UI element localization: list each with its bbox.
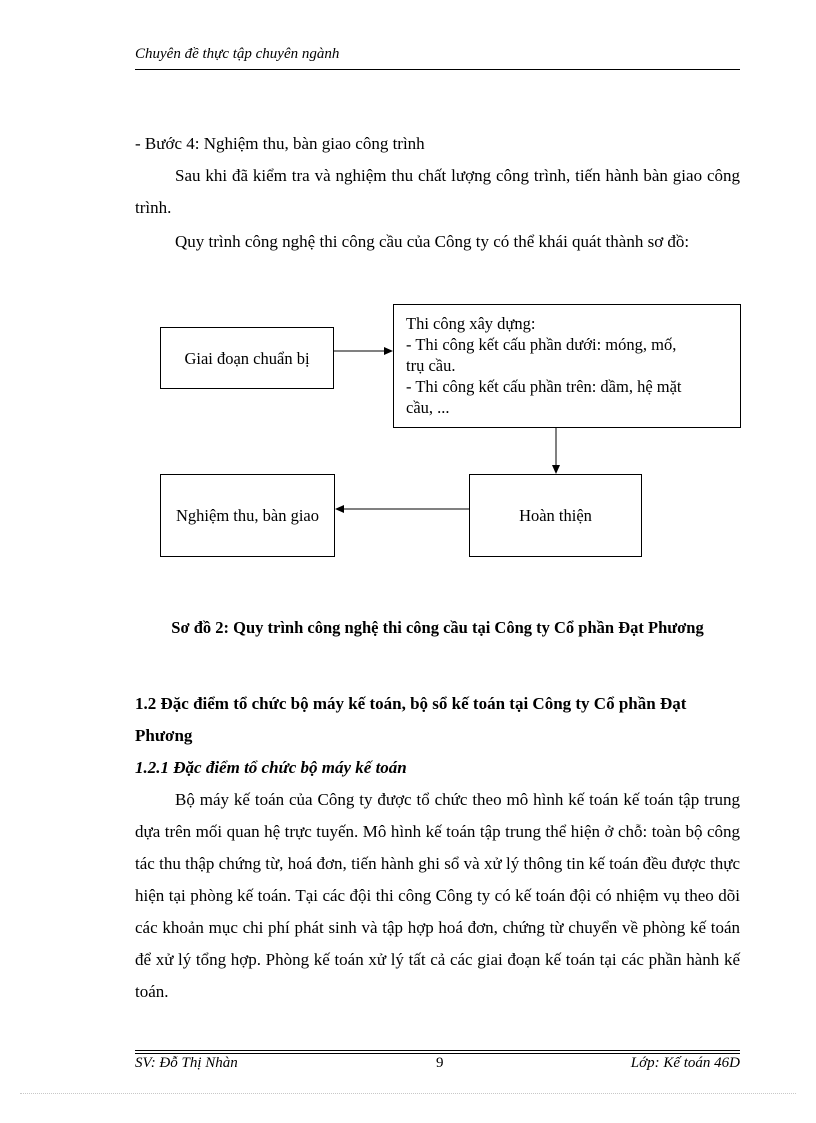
construction-line: cầu, ... (406, 398, 450, 417)
paragraph-process-intro: Quy trình công nghệ thi công cầu của Công ty có thể khái quát thành sơ đồ: (175, 232, 690, 251)
box-handover (160, 474, 335, 557)
page-header: Chuyên đề thực tập chuyên ngành (135, 46, 340, 62)
construction-line: trụ cầu. (406, 356, 456, 375)
page-edge-dots (20, 1093, 796, 1094)
box-construction (393, 304, 741, 428)
footer-class: Lớp: Kế toán 46D (630, 1055, 740, 1071)
footer-divider (135, 1050, 740, 1051)
section-heading: 1.2 Đặc điểm tổ chức bộ máy kế toán, bộ sổ kế toán tại Công ty Cổ phần Đạt Phương (135, 694, 687, 745)
construction-line: - Thi công kết cấu phần trên: dầm, hệ mặt (406, 377, 682, 396)
construction-line: - Thi công kết cấu phần dưới: móng, mố, (406, 335, 677, 354)
paragraph-accounting: Bộ máy kế toán của Công ty được tổ chức theo mô hình kế toán kế toán tập trung dựa trên mối quan hệ trực tuyến. Mô hình kế toán tập trung thể hiện ở chỗ: toàn bộ công tác thu thập chứng từ, hoá đơn, tiến hành ghi sổ và xử lý thông tin kế toán đều được thực hiện tại phòng kế toán. Tại các đội thi công Công ty có kế toán đội có nhiệm vụ theo dõi các khoản mục chi phí phát sinh và tập hợp hoá đơn, chứng từ chuyển về phòng kế toán để xử lý tổng hợp. Phòng kế toán xử lý tất cả các giai đoạn kế toán tại các phần hành kế toán. (135, 790, 740, 1001)
arrowhead-left (335, 505, 344, 513)
construction-line: Thi công xây dựng: (406, 314, 536, 333)
box-finishing (469, 474, 642, 557)
step-4-text: - Bước 4: Nghiệm thu, bàn giao công trình (135, 134, 425, 153)
diagram-caption: Sơ đồ 2: Quy trình công nghệ thi công cầu tại Công ty Cổ phần Đạt Phương (171, 618, 704, 637)
footer-divider (135, 1053, 740, 1054)
box-preparation-label: Giai đoạn chuẩn bị (184, 348, 310, 368)
box-preparation (160, 327, 334, 389)
box-finishing-label: Hoàn thiện (519, 506, 592, 525)
paragraph-acceptance: Sau khi đã kiểm tra và nghiệm thu chất lượng công trình, tiến hành bàn giao công trình. (135, 166, 740, 217)
arrowhead-right (384, 347, 393, 355)
arrowhead-down (552, 465, 560, 474)
page-number: 9 (436, 1055, 444, 1071)
header-divider (135, 69, 740, 70)
subsection-heading: 1.2.1 Đặc điểm tổ chức bộ máy kế toán (135, 758, 407, 777)
box-handover-label: Nghiệm thu, bàn giao (176, 506, 319, 525)
footer-student: SV: Đỗ Thị Nhàn (135, 1055, 238, 1071)
